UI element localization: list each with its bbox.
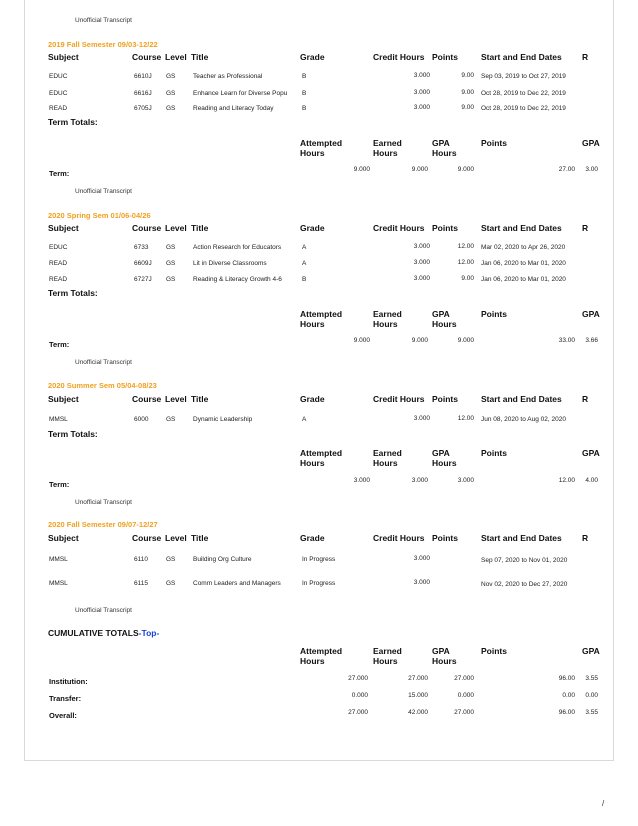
cumulative-label: CUMULATIVE TOTALS: [48, 628, 139, 638]
cell-course: 6115: [134, 580, 148, 587]
cum-gpa: 0.00: [585, 692, 598, 699]
col-title: Title: [191, 533, 209, 543]
cell-credit: 3.000: [413, 579, 430, 586]
col-grade: Grade: [300, 223, 325, 233]
cumulative-row-label: Overall:: [49, 711, 77, 720]
col-points: Points: [432, 533, 458, 543]
cell-course: 6000: [134, 416, 149, 423]
cum-points: 96.00: [558, 675, 575, 682]
top-link[interactable]: -Top-: [138, 628, 160, 638]
cum-earned: 15.000: [408, 692, 428, 699]
cell-points: 9.00: [461, 275, 474, 282]
cum-points: 96.00: [558, 709, 575, 716]
term-points: 33.00: [558, 337, 575, 344]
cell-subject: EDUC: [49, 90, 68, 97]
col-total-points: Points: [481, 309, 507, 319]
cell-level: GS: [166, 244, 176, 251]
col-total-gpa: GPA: [582, 138, 600, 148]
term-points: 27.00: [558, 166, 575, 173]
term-points: 12.00: [558, 477, 575, 484]
cell-subject: MMSL: [49, 580, 68, 587]
term-attempted: 3.000: [353, 477, 370, 484]
col-grade: Grade: [300, 52, 325, 62]
semester-title: 2020 Fall Semester 09/07-12/27: [48, 520, 158, 529]
cell-course: 6609J: [134, 260, 152, 267]
page-mark: /: [602, 799, 605, 808]
col-total-points: Points: [481, 138, 507, 148]
cell-grade: A: [302, 244, 307, 251]
unofficial-label: Unofficial Transcript: [75, 607, 132, 614]
term-totals-label: Term Totals:: [48, 117, 98, 127]
col-points: Points: [432, 394, 458, 404]
cell-dates: Sep 07, 2020 to Nov 01, 2020: [481, 557, 568, 564]
col-subject: Subject: [48, 533, 79, 543]
cell-level: GS: [166, 90, 176, 97]
col-subject: Subject: [48, 394, 79, 404]
cell-title: Enhance Learn for Diverse Popu: [193, 90, 288, 97]
col-attempted-hours: Hours: [300, 319, 325, 329]
cell-course: 6727J: [134, 276, 152, 283]
cumulative-title: [48, 628, 159, 638]
col-start-end: Start and End Dates: [481, 52, 562, 62]
cum-gpa-hours: 0.000: [457, 692, 474, 699]
cell-credit: 3.000: [413, 243, 430, 250]
col-subject: Subject: [48, 52, 79, 62]
col-earned: Earned: [373, 138, 402, 148]
cell-level: GS: [166, 276, 176, 283]
col-title: Title: [191, 223, 209, 233]
term-gpa-hours: 3.000: [457, 477, 474, 484]
cell-credit: 3.000: [413, 72, 430, 79]
col-start-end: Start and End Dates: [481, 223, 562, 233]
col-attempted-hours: Hours: [300, 656, 325, 666]
cell-grade: B: [302, 90, 307, 97]
cell-dates: Oct 28, 2019 to Dec 22, 2019: [481, 105, 566, 112]
cell-credit: 3.000: [413, 555, 430, 562]
unofficial-label: Unofficial Transcript: [75, 359, 132, 366]
term-gpa-hours: 9.000: [457, 337, 474, 344]
cell-points: 12.00: [457, 259, 474, 266]
col-grade: Grade: [300, 533, 325, 543]
col-level: Level: [165, 533, 187, 543]
col-credit-hours: Credit Hours: [373, 52, 425, 62]
col-earned-hours: Hours: [373, 148, 398, 158]
col-r: R: [582, 223, 589, 233]
cum-earned: 42.000: [408, 709, 428, 716]
cell-title: Building Org Culture: [193, 556, 252, 563]
cell-title: Lit in Diverse Classrooms: [193, 260, 267, 267]
cell-dates: Mar 02, 2020 to Apr 26, 2020: [481, 244, 566, 251]
cell-dates: Nov 02, 2020 to Dec 27, 2020: [481, 581, 568, 588]
col-title: Title: [191, 52, 209, 62]
cell-credit: 3.000: [413, 259, 430, 266]
col-attempted: Attempted: [300, 646, 343, 656]
col-attempted-hours: Hours: [300, 148, 325, 158]
cell-level: GS: [166, 416, 176, 423]
term-totals-label: Term Totals:: [48, 429, 98, 439]
term-label: Term:: [49, 480, 70, 489]
cell-course: 6733: [134, 244, 149, 251]
col-level: Level: [165, 52, 187, 62]
cell-points: 9.00: [461, 104, 474, 111]
col-earned: Earned: [373, 646, 402, 656]
term-earned: 9.000: [411, 166, 428, 173]
cum-points: 0.00: [562, 692, 575, 699]
cell-level: GS: [166, 556, 176, 563]
col-total-points: Points: [481, 646, 507, 656]
term-earned: 9.000: [411, 337, 428, 344]
cell-grade: B: [302, 73, 307, 80]
col-start-end: Start and End Dates: [481, 533, 562, 543]
term-gpa-hours: 9.000: [457, 166, 474, 173]
col-credit-hours: Credit Hours: [373, 394, 425, 404]
term-label: Term:: [49, 340, 70, 349]
cell-title: Action Research for Educators: [193, 244, 282, 251]
cell-title: Teacher as Professional: [193, 73, 263, 80]
cum-gpa-hours: 27.000: [454, 709, 474, 716]
col-course: Course: [132, 394, 162, 404]
term-label: Term:: [49, 169, 70, 178]
cell-subject: EDUC: [49, 244, 68, 251]
cell-level: GS: [166, 73, 176, 80]
cum-attempted: 27.000: [348, 709, 368, 716]
cell-level: GS: [166, 105, 176, 112]
cell-level: GS: [166, 260, 176, 267]
col-points: Points: [432, 223, 458, 233]
col-start-end: Start and End Dates: [481, 394, 562, 404]
cell-dates: Jan 06, 2020 to Mar 01, 2020: [481, 276, 566, 283]
term-attempted: 9.000: [353, 166, 370, 173]
cell-credit: 3.000: [413, 275, 430, 282]
cell-dates: Oct 28, 2019 to Dec 22, 2019: [481, 90, 566, 97]
cell-credit: 3.000: [413, 415, 430, 422]
semester-title: 2019 Fall Semester 09/03-12/22: [48, 40, 158, 49]
col-gpa-hours-2: Hours: [432, 319, 457, 329]
col-course: Course: [132, 52, 162, 62]
col-grade: Grade: [300, 394, 325, 404]
col-course: Course: [132, 533, 162, 543]
col-total-gpa: GPA: [582, 646, 600, 656]
cell-title: Comm Leaders and Managers: [193, 580, 281, 587]
cum-gpa: 3.55: [585, 709, 598, 716]
cell-subject: READ: [49, 105, 68, 112]
cell-points: 12.00: [457, 243, 474, 250]
cell-subject: READ: [49, 276, 68, 283]
cell-course: 6110: [134, 556, 148, 563]
cell-title: Dynamic Leadership: [193, 416, 253, 423]
col-course: Course: [132, 223, 162, 233]
cell-subject: READ: [49, 260, 68, 267]
term-totals-label: Term Totals:: [48, 288, 98, 298]
col-earned-hours: Hours: [373, 458, 398, 468]
cell-grade: A: [302, 416, 307, 423]
col-subject: Subject: [48, 223, 79, 233]
cum-attempted: 27.000: [348, 675, 368, 682]
col-credit-hours: Credit Hours: [373, 533, 425, 543]
cell-grade: In Progress: [302, 556, 336, 563]
unofficial-label: Unofficial Transcript: [75, 499, 132, 506]
cell-course: 6616J: [134, 90, 152, 97]
unofficial-label: Unofficial Transcript: [75, 188, 132, 195]
col-level: Level: [165, 223, 187, 233]
col-gpa-hours: GPA: [432, 448, 450, 458]
cumulative-row-label: Transfer:: [49, 694, 82, 703]
cell-subject: MMSL: [49, 416, 68, 423]
col-title: Title: [191, 394, 209, 404]
col-total-gpa: GPA: [582, 309, 600, 319]
unofficial-label: Unofficial Transcript: [75, 17, 132, 24]
cell-points: 9.00: [461, 89, 474, 96]
cum-gpa: 3.55: [585, 675, 598, 682]
cell-course: 6705J: [134, 105, 152, 112]
cell-subject: MMSL: [49, 556, 68, 563]
col-attempted-hours: Hours: [300, 458, 325, 468]
col-attempted: Attempted: [300, 309, 343, 319]
col-earned-hours: Hours: [373, 656, 398, 666]
cell-grade: A: [302, 260, 307, 267]
term-gpa: 3.66: [585, 337, 598, 344]
cell-dates: Jan 06, 2020 to Mar 01, 2020: [481, 260, 566, 267]
col-total-points: Points: [481, 448, 507, 458]
col-gpa-hours: GPA: [432, 646, 450, 656]
cum-attempted: 0.000: [351, 692, 368, 699]
cell-course: 6610J: [134, 73, 152, 80]
col-level: Level: [165, 394, 187, 404]
cum-gpa-hours: 27.000: [454, 675, 474, 682]
col-points: Points: [432, 52, 458, 62]
col-gpa-hours: GPA: [432, 138, 450, 148]
col-r: R: [582, 394, 589, 404]
col-earned: Earned: [373, 309, 402, 319]
semester-title: 2020 Spring Sem 01/06-04/26: [48, 211, 151, 220]
cell-title: Reading and Literacy Today: [193, 105, 274, 112]
semester-title: 2020 Summer Sem 05/04-08/23: [48, 381, 157, 390]
cell-subject: EDUC: [49, 73, 68, 80]
cell-level: GS: [166, 580, 176, 587]
col-gpa-hours-2: Hours: [432, 458, 457, 468]
term-attempted: 9.000: [353, 337, 370, 344]
cell-points: 12.00: [457, 415, 474, 422]
col-earned: Earned: [373, 448, 402, 458]
cell-dates: Sep 03, 2019 to Oct 27, 2019: [481, 73, 566, 80]
col-earned-hours: Hours: [373, 319, 398, 329]
term-gpa: 3.00: [585, 166, 598, 173]
cumulative-row-label: Institution:: [49, 677, 88, 686]
col-attempted: Attempted: [300, 138, 343, 148]
cell-credit: 3.000: [413, 89, 430, 96]
term-earned: 3.000: [411, 477, 428, 484]
term-gpa: 4.00: [585, 477, 598, 484]
cell-grade: B: [302, 105, 307, 112]
col-r: R: [582, 52, 589, 62]
cell-title: Reading & Literacy Growth 4-6: [193, 276, 282, 283]
cell-dates: Jun 08, 2020 to Aug 02, 2020: [481, 416, 566, 423]
cell-points: 9.00: [461, 72, 474, 79]
cum-earned: 27.000: [408, 675, 428, 682]
col-gpa-hours-2: Hours: [432, 148, 457, 158]
cell-grade: B: [302, 276, 307, 283]
col-credit-hours: Credit Hours: [373, 223, 425, 233]
col-total-gpa: GPA: [582, 448, 600, 458]
col-gpa-hours: GPA: [432, 309, 450, 319]
col-r: R: [582, 533, 589, 543]
col-attempted: Attempted: [300, 448, 343, 458]
cell-grade: In Progress: [302, 580, 336, 587]
col-gpa-hours-2: Hours: [432, 656, 457, 666]
cell-credit: 3.000: [413, 104, 430, 111]
